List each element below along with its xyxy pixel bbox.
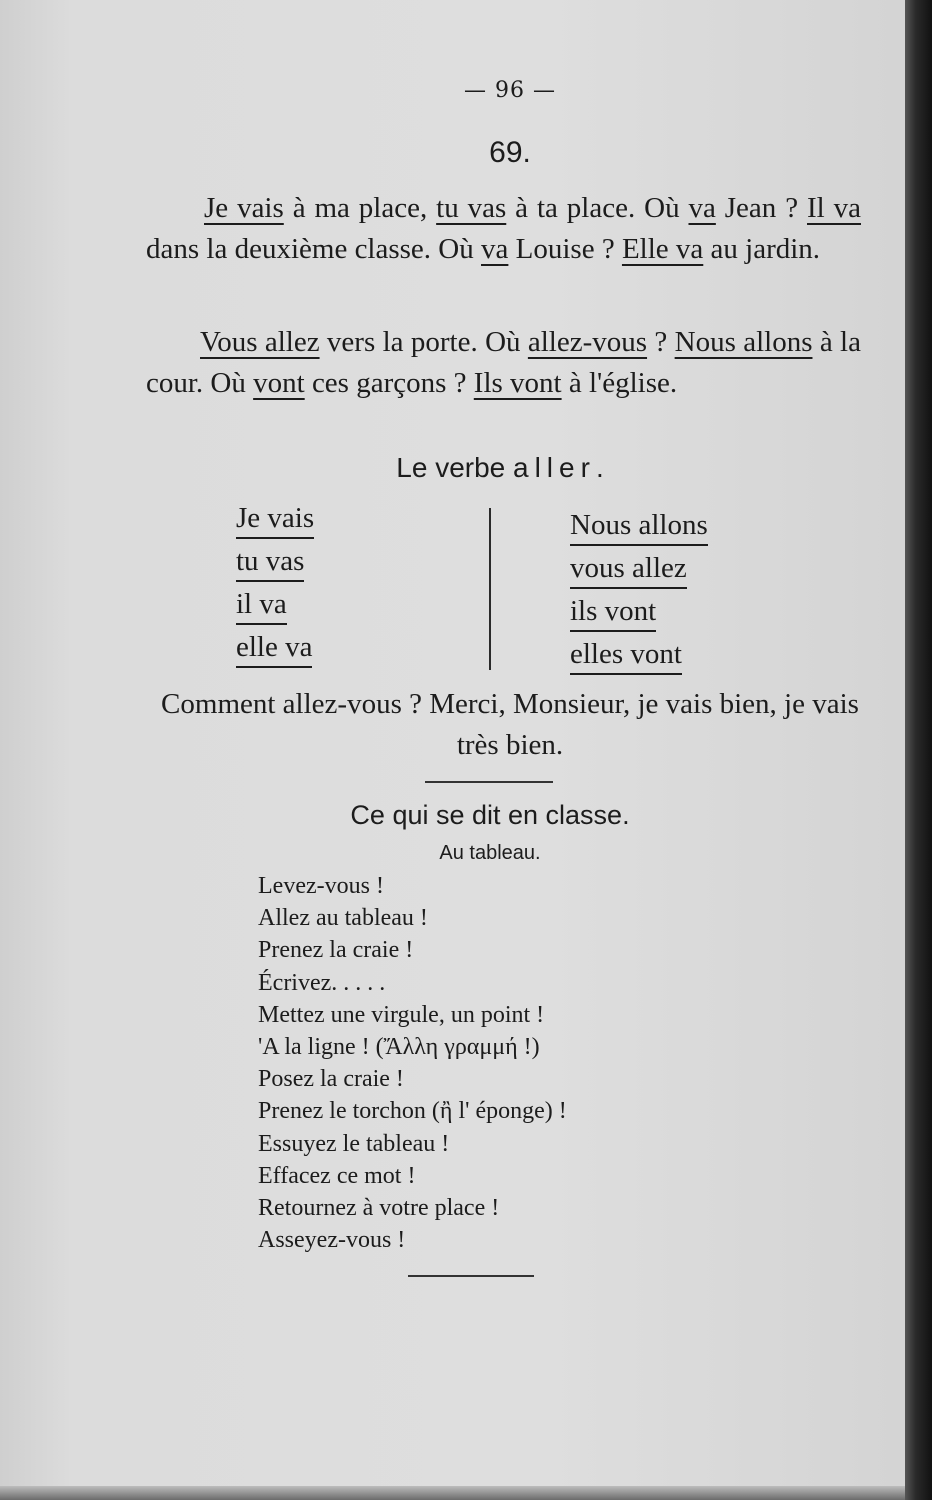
text-run: Jean ? — [715, 192, 807, 224]
underlined-verb: va — [481, 233, 509, 265]
classroom-subheading: Au tableau. — [439, 842, 541, 864]
list-item: Retournez à votre place ! — [258, 1194, 500, 1221]
text-run: ? — [647, 326, 675, 358]
underlined-verb: Elle va — [621, 233, 704, 265]
comment-sentence: Comment allez-vous ? Merci, Monsieur, je vais bien, je vais très bien. — [161, 688, 859, 761]
verb-heading-suffix: . — [595, 452, 604, 483]
end-divider — [408, 1275, 534, 1277]
verb-heading — [300, 452, 700, 484]
list-item: Effacez ce mot ! — [258, 1162, 416, 1189]
list-item: Mettez une virgule, un point ! — [258, 1001, 545, 1028]
underlined-verb: Ils vont — [473, 367, 562, 399]
text-run: au jardin. — [703, 233, 821, 265]
text-run: à ma place, — [283, 192, 437, 224]
list-item: Levez-vous ! — [258, 873, 384, 899]
underlined-verb: Vous allez — [200, 326, 320, 358]
list-item: Écrivez. . . . . — [258, 969, 386, 996]
conjugation-item: elles vont — [570, 634, 708, 677]
page-number: — 96 — — [464, 78, 556, 103]
conjugation-item: ils vont — [570, 591, 708, 634]
paragraph-2 — [146, 322, 861, 404]
underlined-verb: allez-vous — [527, 326, 648, 358]
conjugation-plural — [570, 505, 708, 677]
list-item: Essuyez le tableau ! — [258, 1130, 450, 1157]
verb-heading-word: aller — [513, 452, 596, 483]
text-run: à la cour. Où — [146, 326, 861, 399]
conjugation-item: Nous allons — [570, 505, 708, 548]
text-run: à l'église. — [561, 367, 678, 399]
conjugation-item: il va — [236, 584, 314, 627]
list-item: Asseyez-vous ! — [258, 1227, 406, 1254]
verb-heading-prefix: Le verbe — [396, 452, 514, 483]
text-run: vers la porte. Où — [319, 326, 528, 358]
section-divider — [425, 781, 553, 783]
list-item: Allez au tableau ! — [258, 905, 428, 932]
underlined-verb: Je vais — [204, 192, 284, 224]
list-item: 'A la ligne ! (Ἄλλη γραμμή !) — [258, 1033, 540, 1060]
list-item: Posez la craie ! — [258, 1066, 404, 1093]
conjugation-item: elle va — [236, 627, 314, 670]
conjugation-item: Je vais — [236, 498, 314, 541]
underlined-verb: Il va — [807, 192, 861, 224]
binding-edge — [905, 0, 932, 1500]
underlined-verb: va — [688, 192, 716, 224]
text-run: à ta place. Où — [506, 192, 689, 224]
lesson-number: 69. — [489, 136, 531, 169]
conjugation-item: tu vas — [236, 541, 314, 584]
conjugation-singular — [236, 498, 314, 670]
classroom-heading: Ce qui se dit en classe. — [350, 800, 630, 830]
text-run: Louise ? — [508, 233, 622, 265]
conjugation-item: vous allez — [570, 548, 708, 591]
text-run: dans la deuxième classe. Où — [146, 233, 482, 265]
command-list — [258, 870, 567, 1256]
underlined-verb: Nous allons — [674, 326, 813, 358]
list-item: Prenez le torchon (ἢ l' éponge) ! — [258, 1098, 567, 1125]
list-item: Prenez la craie ! — [258, 937, 414, 964]
text-run: ces garçons ? — [304, 367, 474, 399]
conjugation-divider — [489, 508, 491, 670]
underlined-verb: vont — [253, 367, 305, 399]
page-bottom-edge — [0, 1486, 905, 1500]
paragraph-1 — [146, 188, 861, 270]
underlined-verb: tu vas — [436, 192, 507, 224]
